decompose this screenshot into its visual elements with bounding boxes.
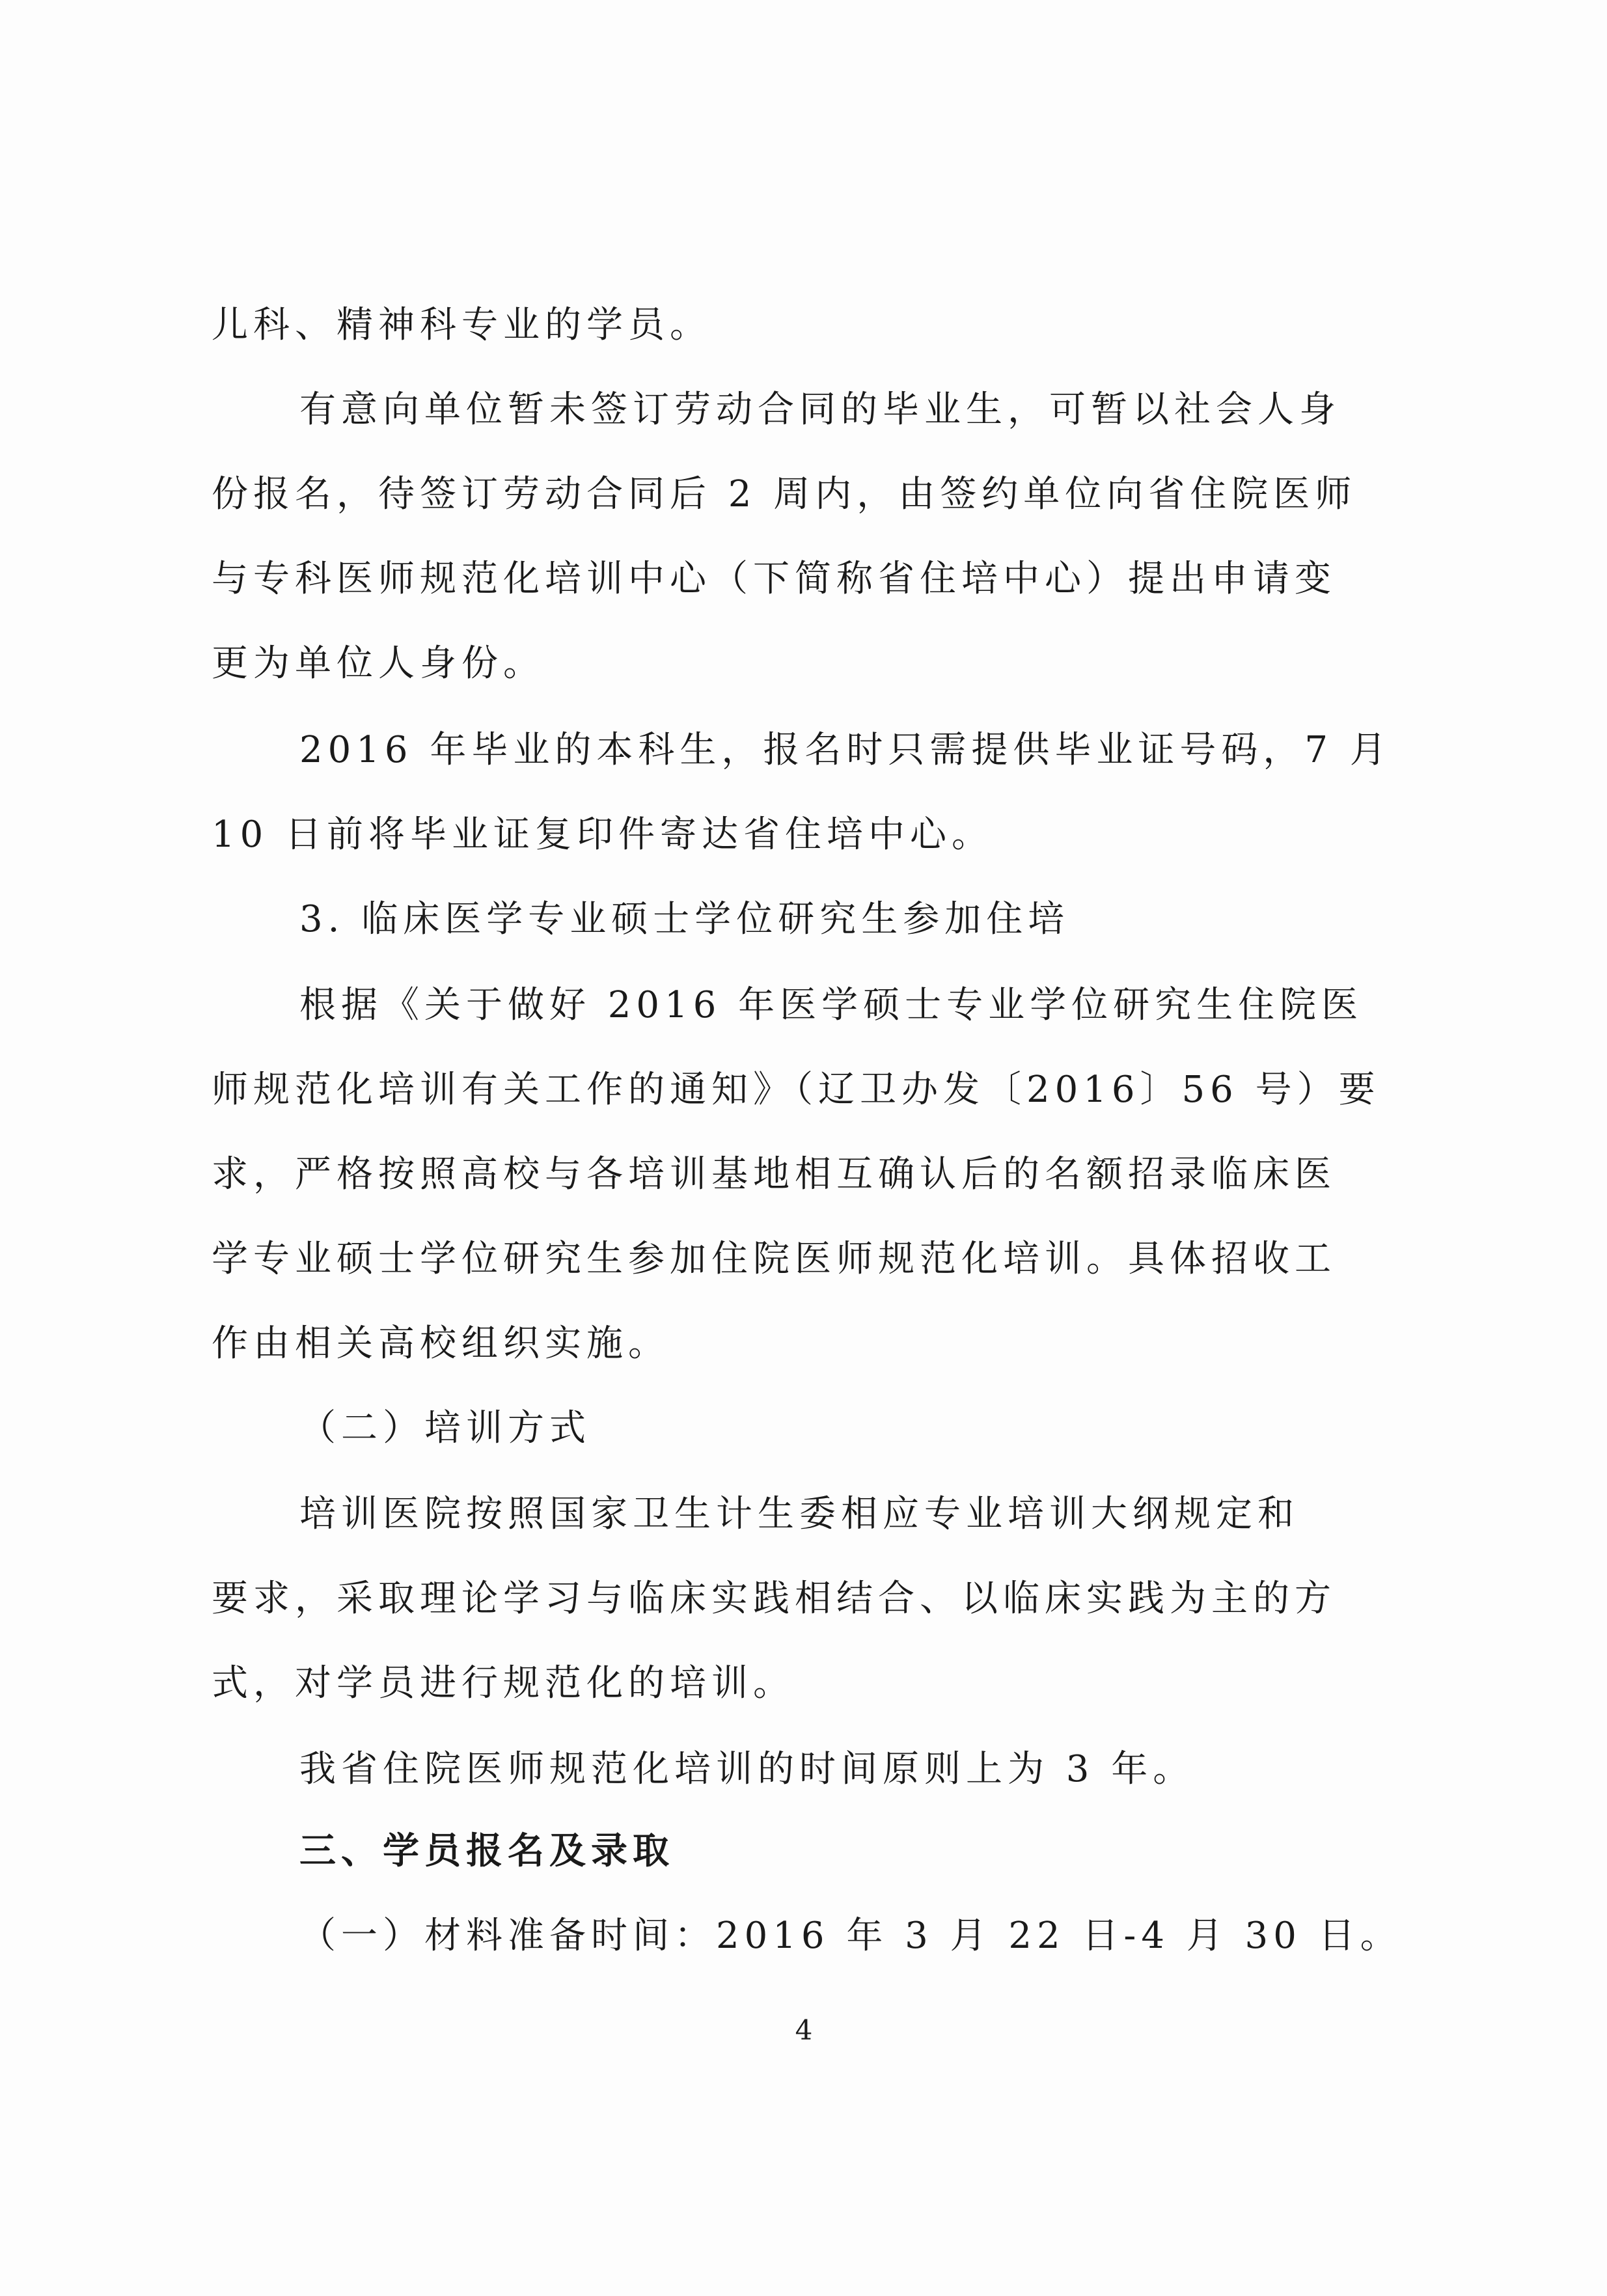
section-heading: 三、学员报名及录取 (299, 1830, 674, 1872)
page-number: 4 (795, 2014, 813, 2046)
paragraph-start: 我省住院医师规范化培训的时间原则上为 3 年。 (299, 1748, 1195, 1790)
text-line: 作由相关高校组织实施。 (212, 1322, 670, 1365)
section-subheading: （二）培训方式 (299, 1407, 591, 1449)
text-line: 份报名，待签订劳动合同后 2 周内，由签约单位向省住院医师 (212, 473, 1357, 515)
text-line: 儿科、精神科专业的学员。 (212, 304, 711, 346)
text-line: 10 日前将毕业证复印件寄达省住培中心。 (212, 813, 994, 856)
subsection-line: （一）材料准备时间：2016 年 3 月 22 日-4 月 30 日。 (299, 1915, 1402, 1957)
paragraph-start: 有意向单位暂未签订劳动合同的毕业生，可暂以社会人身 (299, 389, 1341, 431)
subsection-heading: 3. 临床医学专业硕士学位研究生参加住培 (299, 898, 1070, 940)
text-line: 要求，采取理论学习与临床实践相结合、以临床实践为主的方 (212, 1578, 1336, 1620)
text-line: 更为单位人身份。 (212, 642, 545, 685)
paragraph-start: 培训医院按照国家卫生计生委相应专业培训大纲规定和 (299, 1493, 1299, 1535)
text-line: 与专科医师规范化培训中心（下简称省住培中心）提出申请变 (212, 558, 1336, 600)
text-line: 师规范化培训有关工作的通知》（辽卫办发〔2016〕56 号）要 (212, 1069, 1380, 1111)
paragraph-start: 2016 年毕业的本科生，报名时只需提供毕业证号码，7 月 (299, 729, 1392, 771)
text-line: 求，严格按照高校与各培训基地相互确认后的名额招录临床医 (212, 1153, 1336, 1196)
paragraph-start: 根据《关于做好 2016 年医学硕士专业学位研究生住院医 (299, 984, 1364, 1026)
text-line: 式，对学员进行规范化的培训。 (212, 1662, 795, 1704)
text-line: 学专业硕士学位研究生参加住院医师规范化培训。具体招收工 (212, 1238, 1336, 1280)
